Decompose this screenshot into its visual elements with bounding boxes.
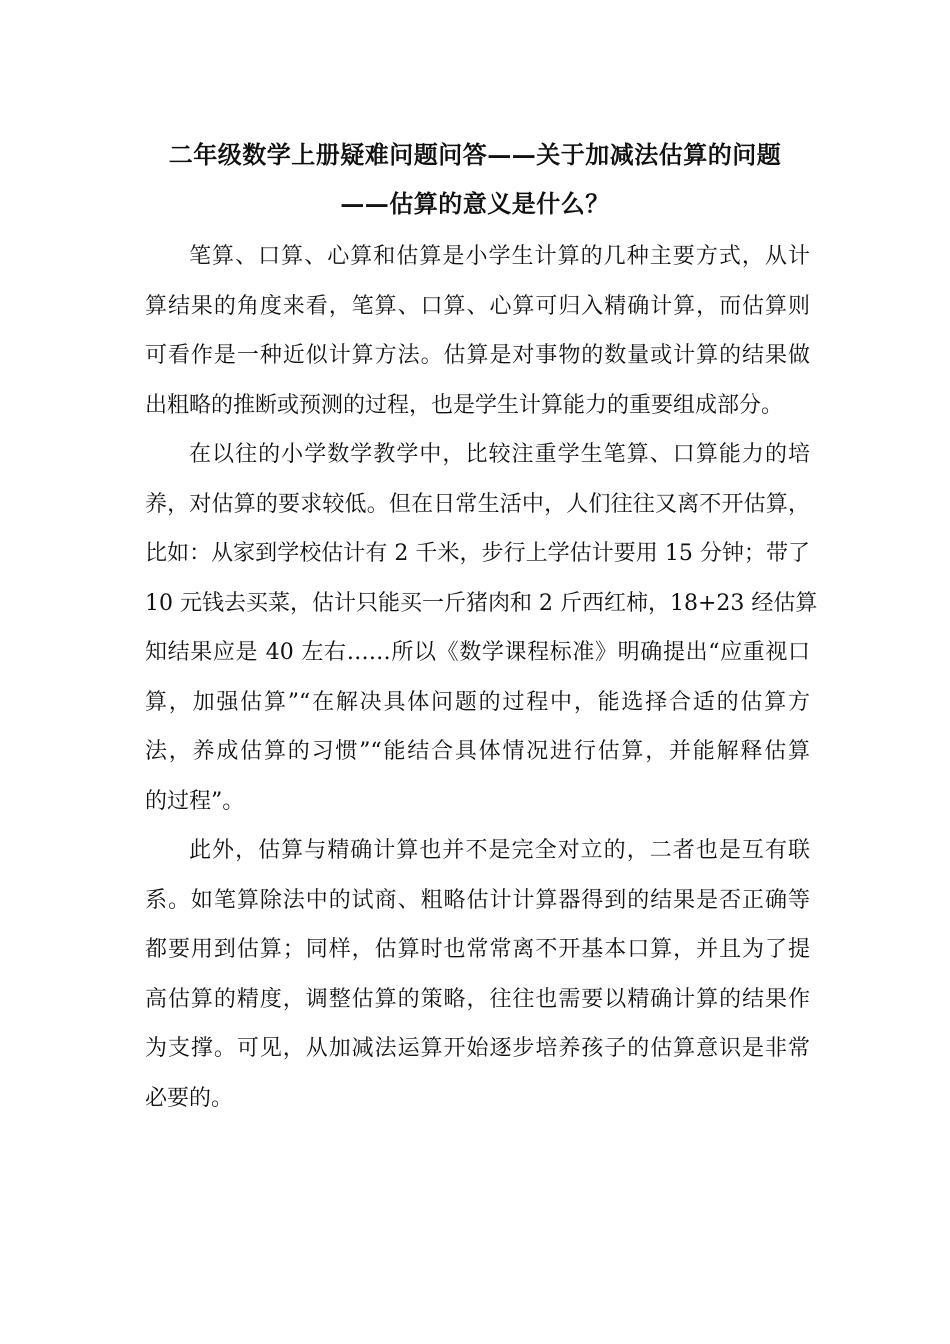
paragraph-line: 高估算的精度，调整估算的策略，往往也需要以精确计算的结果作 [145,986,810,1012]
document-body [145,232,818,1123]
paragraph-line: 算，加强估算”“在解决具体问题的过程中，能选择合适的估算方 [145,689,810,715]
paragraph-line: 养，对估算的要求较低。但在日常生活中，人们往往又离不开估算， [145,491,810,517]
paragraph-line: 必要的。 [145,1085,234,1111]
paragraph-3 [145,826,810,1123]
paragraph-line: 比如：从家到学校估计有 2 千米，步行上学估计要用 15 分钟；带了 [145,541,810,566]
paragraph-line: 算结果的角度来看，笔算、口算、心算可归入精确计算，而估算则 [145,293,810,319]
paragraph-line: 的过程”。 [145,788,245,814]
paragraph-line: 法，养成估算的习惯”“能结合具体情况进行估算，并能解释估算 [145,739,810,764]
document-subtitle: ——估算的意义是什么？ [340,189,610,218]
paragraph-line: 可看作是一种近似计算方法。估算是对事物的数量或计算的结果做 [145,343,810,368]
paragraph-line: 在以往的小学数学教学中，比较注重学生笔算、口算能力的培 [189,442,810,467]
paragraph-line: 10 元钱去买菜，估计只能买一斤猪肉和 2 斤西红柿，18+23 经估算 [145,590,818,616]
paragraph-line: 都要用到估算；同样，估算时也常常离不开基本口算，并且为了提 [145,937,810,962]
paragraph-line: 知结果应是 40 左右……所以《数学课程标准》明确提出“应重视口 [145,640,810,665]
paragraph-line: 此外，估算与精确计算也并不是完全对立的，二者也是互有联 [189,838,810,863]
paragraph-1 [145,232,810,430]
paragraph-line: 系。如笔算除法中的试商、粗略估计计算器得到的结果是否正确等 [145,887,810,913]
paragraph-line: 出粗略的推断或预测的过程，也是学生计算能力的重要组成部分。 [145,392,784,418]
paragraph-line: 笔算、口算、心算和估算是小学生计算的几种主要方式，从计 [189,244,810,269]
paragraph-line: 为支撑。可见，从加减法运算开始逐步培养孩子的估算意识是非常 [145,1036,810,1061]
paragraph-2 [145,430,818,826]
document-title: 二年级数学上册疑难问题问答——关于加减法估算的问题 [168,140,782,169]
